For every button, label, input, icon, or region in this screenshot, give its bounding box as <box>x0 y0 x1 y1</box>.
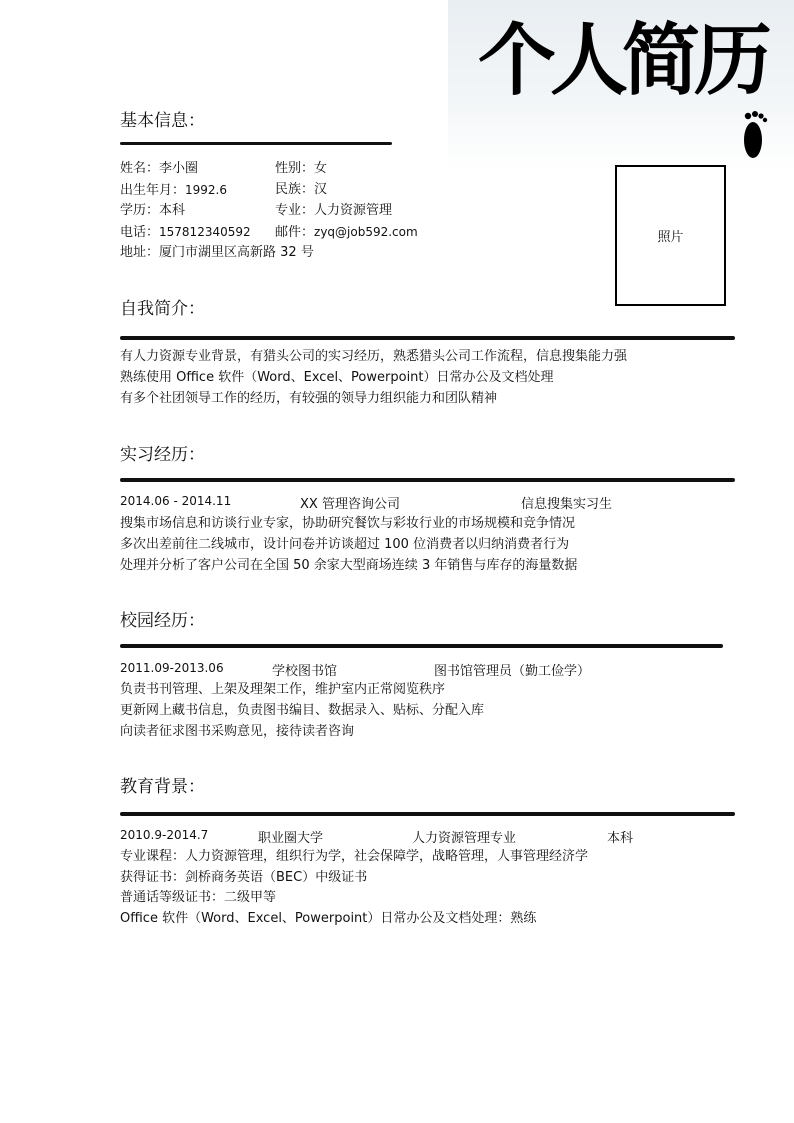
basic-info-rule <box>120 142 392 145</box>
internship-company: XX 管理咨询公司 <box>300 497 400 512</box>
major-field <box>275 201 392 221</box>
email-field <box>275 222 418 243</box>
edu-value: 本科 <box>159 203 186 218</box>
footprint-icon <box>740 108 770 160</box>
education-rule <box>120 812 735 816</box>
campus-line: 负责书刊管理、上架及理架工作，维护室内正常阅览秩序 <box>120 682 446 697</box>
gender-value: 女 <box>314 161 328 176</box>
basic-info-title: 基本信息： <box>120 111 205 131</box>
education-line: 获得证书：剑桥商务英语（BEC）中级证书 <box>120 870 368 885</box>
internship-role: 信息搜集实习生 <box>521 497 613 512</box>
ethnicity-label: 民族： <box>275 182 315 197</box>
intro-title: 自我简介： <box>120 299 205 319</box>
edu-field <box>120 201 185 221</box>
phone-label: 电话： <box>120 225 160 240</box>
internship-line: 多次出差前往二线城市，设计问卷并访谈超过 100 位消费者以归纳消费者行为 <box>120 537 570 552</box>
intro-rule <box>120 336 735 340</box>
name-value: 李小圈 <box>159 161 199 176</box>
address-label: 地址： <box>120 245 160 260</box>
gender-field <box>275 159 327 179</box>
education-period: 2010.9-2014.7 <box>120 828 209 842</box>
campus-title: 校园经历： <box>120 611 205 631</box>
intro-line: 有多个社团领导工作的经历，有较强的领导力组织能力和团队精神 <box>120 391 498 406</box>
education-line: 专业课程：人力资源管理，组织行为学，社会保障学，战略管理，人事管理经济学 <box>120 849 589 864</box>
major-label: 专业： <box>275 203 315 218</box>
email-value: zyq@job592.com <box>314 225 418 239</box>
internship-period: 2014.06 - 2014.11 <box>120 494 232 508</box>
internship-title: 实习经历： <box>120 445 205 465</box>
birth-label: 出生年月： <box>120 183 186 198</box>
name-field <box>120 159 198 179</box>
education-line: 普通话等级证书：二级甲等 <box>120 890 277 905</box>
education-degree: 本科 <box>607 831 634 846</box>
phone-value: 157812340592 <box>159 225 251 239</box>
campus-rule <box>120 644 723 648</box>
address-value: 厦门市湖里区高新路 32 号 <box>159 245 314 260</box>
campus-line: 更新网上藏书信息，负责图书编目、数据录入、贴标、分配入库 <box>120 703 485 718</box>
gender-label: 性别： <box>275 161 315 176</box>
education-title: 教育背景： <box>120 777 205 797</box>
ethnicity-field <box>275 180 327 200</box>
education-major: 人力资源管理专业 <box>412 831 517 846</box>
campus-line: 向读者征求图书采购意见，接待读者咨询 <box>120 724 355 739</box>
photo-placeholder <box>615 165 726 306</box>
intro-line: 熟练使用 Office 软件（Word、Excel、Powerpoint）日常办公及文档处理 <box>120 370 554 385</box>
name-label: 姓名： <box>120 161 160 176</box>
campus-org: 学校图书馆 <box>272 664 338 679</box>
edu-label: 学历： <box>120 203 160 218</box>
birth-field <box>120 180 227 201</box>
education-line: Office 软件（Word、Excel、Powerpoint）日常办公及文档处理：熟练 <box>120 911 537 926</box>
phone-field <box>120 222 251 243</box>
resume-logo: 个人简历 <box>478 16 767 106</box>
ethnicity-value: 汉 <box>314 182 328 197</box>
campus-role: 图书馆管理员（勤工俭学） <box>434 664 591 679</box>
intro-line: 有人力资源专业背景，有猎头公司的实习经历，熟悉猎头公司工作流程，信息搜集能力强 <box>120 349 628 364</box>
internship-line: 处理并分析了客户公司在全国 50 余家大型商场连续 3 年销售与库存的海量数据 <box>120 558 578 573</box>
education-school: 职业圈大学 <box>258 831 324 846</box>
email-label: 邮件： <box>275 225 315 240</box>
photo-label: 照片 <box>657 230 684 245</box>
birth-value: 1992.6 <box>185 183 228 197</box>
internship-rule <box>120 478 735 482</box>
internship-line: 搜集市场信息和访谈行业专家，协助研究餐饮与彩妆行业的市场规模和竞争情况 <box>120 516 576 531</box>
address-field <box>120 243 314 263</box>
campus-period: 2011.09-2013.06 <box>120 661 224 675</box>
major-value: 人力资源管理 <box>314 203 393 218</box>
